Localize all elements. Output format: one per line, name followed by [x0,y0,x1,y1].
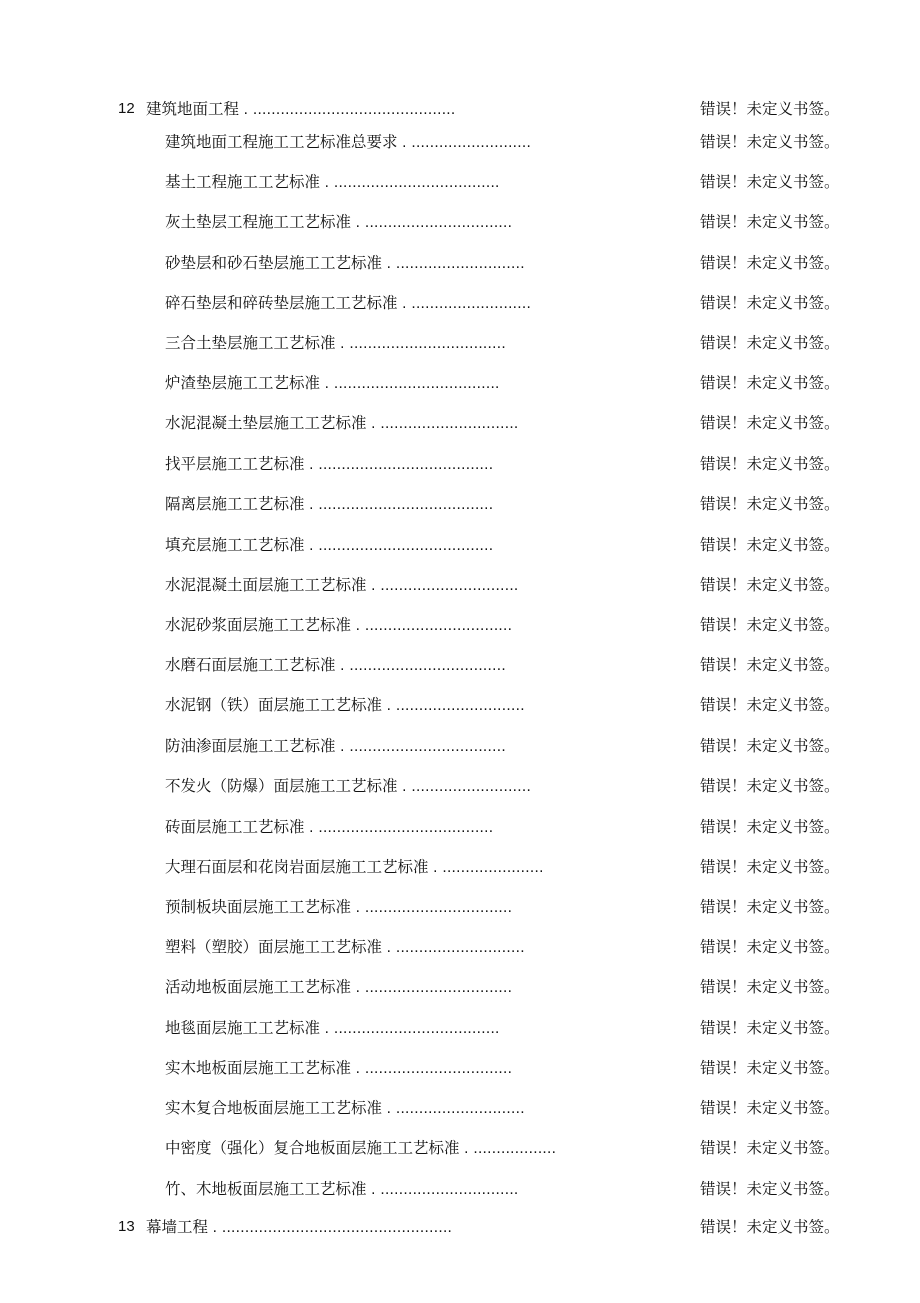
toc-entry[interactable] [0,1055,920,1081]
toc-entry-title-text: 建筑地面工程施工工艺标准总要求 [165,133,398,151]
toc-entry-page-ref: 错误！未定义书签。 [700,100,840,118]
toc-entry-title [165,733,506,760]
toc-entry[interactable] [0,491,920,517]
toc-entry-number: 13 [118,1218,135,1235]
toc-entry[interactable] [0,733,920,759]
toc-leader-dots: . ............................................ [239,101,456,118]
toc-entry[interactable] [0,1176,920,1202]
toc-entry-title-text: 活动地板面层施工工艺标准 [165,978,352,996]
toc-leader-dots: . .................................... [320,375,500,392]
toc-entry-title-text: 炉渣垫层施工工艺标准 [165,374,321,392]
toc-leader-dots: . ............................ [382,697,525,714]
toc-entry-title-text: 砂垫层和砂石垫层施工工艺标准 [165,254,383,272]
toc-entry-page-ref: 错误！未定义书签。 [700,1180,840,1198]
toc-entry-page-ref: 错误！未定义书签。 [700,1099,840,1117]
toc-entry-title-text: 隔离层施工工艺标准 [165,495,305,513]
toc-entry-page-ref: 错误！未定义书签。 [700,898,840,916]
toc-entry-page-ref: 错误！未定义书签。 [700,1218,840,1236]
toc-leader-dots: . ................................ [351,617,513,634]
toc-entry[interactable] [0,169,920,195]
toc-leader-dots: . .................. [459,1140,557,1157]
toc-entry-title [146,96,456,123]
toc-entry-page-ref: 错误！未定义书签。 [700,334,840,352]
toc-entry-page-ref: 错误！未定义书签。 [700,938,840,956]
toc-entry-page-ref: 错误！未定义书签。 [700,576,840,594]
toc-leader-dots: . .......................... [397,295,532,312]
toc-leader-dots: . ...................................... [304,537,494,554]
toc-entry-title-text: 防油渗面层施工工艺标准 [165,737,336,755]
toc-entry-title-text: 填充层施工工艺标准 [165,536,305,554]
toc-leader-dots: . .................................. [335,738,506,755]
toc-entry[interactable] [0,129,920,155]
toc-leader-dots: . .................................. [335,657,506,674]
toc-entry-page-ref: 错误！未定义书签。 [700,294,840,312]
toc-entry-title-text: 灰土垫层工程施工工艺标准 [165,213,352,231]
toc-entry-page-ref: 错误！未定义书签。 [700,254,840,272]
toc-entry-title [165,330,506,357]
toc-entry-title-text: 大理石面层和花岗岩面层施工工艺标准 [165,858,429,876]
toc-leader-dots: . .............................. [366,577,519,594]
toc-entry-title-text: 找平层施工工艺标准 [165,455,305,473]
toc-entry-title [165,410,519,437]
toc-entry[interactable] [0,692,920,718]
toc-entry[interactable] [0,572,920,598]
toc-leader-dots: . .................................... [320,174,500,191]
toc-entry-title [165,1095,525,1122]
toc-entry-page-ref: 错误！未定义书签。 [700,414,840,432]
toc-entry-title [165,814,493,841]
toc-entry-title [165,532,493,559]
toc-entry-title [165,692,525,719]
toc-entry-page-ref: 错误！未定义书签。 [700,133,840,151]
toc-entry-number: 12 [118,100,135,117]
toc-leader-dots: . .......................... [397,134,532,151]
toc-entry-title [165,129,531,156]
toc-leader-dots: . ............................ [382,1100,525,1117]
toc-entry-title [165,451,493,478]
toc-entry-title-text: 塑料（塑胶）面层施工工艺标准 [165,938,383,956]
toc-entry[interactable] [0,814,920,840]
toc-entry-title-text: 水泥钢（铁）面层施工工艺标准 [165,696,383,714]
toc-entry[interactable] [0,290,920,316]
toc-entry-title-text: 碎石垫层和碎砖垫层施工工艺标准 [165,294,398,312]
toc-entry-title [165,1015,500,1042]
toc-entry[interactable] [0,773,920,799]
toc-entry-page-ref: 错误！未定义书签。 [700,173,840,191]
toc-entry-title [165,1176,519,1203]
toc-entry[interactable] [0,250,920,276]
toc-entry-title [165,652,506,679]
toc-entry-title [165,934,525,961]
toc-leader-dots: . .................................. [335,335,506,352]
toc-entry-title-text: 中密度（强化）复合地板面层施工工艺标准 [165,1139,460,1157]
toc-entry-title-text: 水泥砂浆面层施工工艺标准 [165,616,352,634]
toc-leader-dots: . ...................................... [304,456,494,473]
toc-entry-title [146,1214,452,1241]
toc-leader-dots: . .............................. [366,415,519,432]
toc-entry[interactable] [0,330,920,356]
toc-entry-title [165,290,531,317]
toc-entry[interactable] [0,934,920,960]
toc-entry-page-ref: 错误！未定义书签。 [700,1059,840,1077]
toc-leader-dots: . ............................ [382,255,525,272]
toc-entry-chapter-13[interactable] [0,1214,920,1240]
toc-leader-dots: . ................................ [351,1060,513,1077]
toc-leader-dots: . .................................... [320,1020,500,1037]
toc-entry-page-ref: 错误！未定义书签。 [700,1019,840,1037]
toc-entry-title-text: 地毯面层施工工艺标准 [165,1019,321,1037]
toc-entry-title [165,572,519,599]
toc-entry-title-text: 水泥混凝土面层施工工艺标准 [165,576,367,594]
toc-entry-title-text: 不发火（防爆）面层施工工艺标准 [165,777,398,795]
toc-entry-page-ref: 错误！未定义书签。 [700,818,840,836]
toc-entry-title-text: 预制板块面层施工工艺标准 [165,898,352,916]
toc-entry-page-ref: 错误！未定义书签。 [700,656,840,674]
toc-entry-title-text: 三合土垫层施工工艺标准 [165,334,336,352]
toc-entry-page-ref: 错误！未定义书签。 [700,858,840,876]
toc-entry-title-text: 水泥混凝土垫层施工工艺标准 [165,414,367,432]
toc-leader-dots: . ...................... [428,859,544,876]
toc-entry-title [165,773,531,800]
toc-leader-dots: . ................................ [351,979,513,996]
toc-entry-title [165,209,512,236]
toc-entry-page-ref: 错误！未定义书签。 [700,777,840,795]
toc-entry-page-ref: 错误！未定义书签。 [700,536,840,554]
toc-entry[interactable] [0,370,920,396]
toc-entry-page-ref: 错误！未定义书签。 [700,737,840,755]
toc-entry-title-text: 基土工程施工工艺标准 [165,173,321,191]
toc-entry-title-text: 竹、木地板面层施工工艺标准 [165,1180,367,1198]
toc-entry[interactable] [0,1015,920,1041]
toc-entry-page-ref: 错误！未定义书签。 [700,213,840,231]
toc-entry[interactable] [0,974,920,1000]
toc-entry-page-ref: 错误！未定义书签。 [700,374,840,392]
toc-entry-page-ref: 错误！未定义书签。 [700,616,840,634]
toc-entry-page-ref: 错误！未定义书签。 [700,1139,840,1157]
toc-leader-dots: . ............................ [382,939,525,956]
toc-entry-chapter-12[interactable] [0,96,920,122]
toc-entry[interactable] [0,532,920,558]
toc-leader-dots: . .................................................. [208,1219,453,1236]
toc-entry[interactable] [0,1095,920,1121]
toc-entry-page-ref: 错误！未定义书签。 [700,455,840,473]
toc-entry-title-text: 水磨石面层施工工艺标准 [165,656,336,674]
toc-entry-title [165,370,500,397]
toc-entry-title [165,894,512,921]
toc-entry-title-text: 建筑地面工程 [146,100,240,118]
toc-entry-title-text: 实木地板面层施工工艺标准 [165,1059,352,1077]
toc-entry-page-ref: 错误！未定义书签。 [700,978,840,996]
toc-entry-title-text: 实木复合地板面层施工工艺标准 [165,1099,383,1117]
toc-entry[interactable] [0,1135,920,1161]
toc-entry-title [165,854,544,881]
toc-entry-title [165,612,512,639]
toc-leader-dots: . .......................... [397,778,532,795]
toc-leader-dots: . ................................ [351,214,513,231]
toc-leader-dots: . ................................ [351,899,513,916]
toc-entry-title [165,974,512,1001]
toc-entry-title [165,169,500,196]
toc-leader-dots: . ...................................... [304,819,494,836]
toc-entry-title-text: 砖面层施工工艺标准 [165,818,305,836]
toc-entry-title [165,250,525,277]
toc-entry-title [165,491,493,518]
toc-entry-page-ref: 错误！未定义书签。 [700,696,840,714]
toc-entry-title [165,1055,512,1082]
toc-entry[interactable] [0,652,920,678]
toc-entry[interactable] [0,854,920,880]
toc-entry[interactable] [0,612,920,638]
toc-entry[interactable] [0,451,920,477]
toc-entry[interactable] [0,894,920,920]
toc-entry[interactable] [0,410,920,436]
toc-leader-dots: . ...................................... [304,496,494,513]
toc-entry-title-text: 幕墙工程 [146,1218,209,1236]
toc-entry[interactable] [0,209,920,235]
toc-entry-title [165,1135,556,1162]
toc-leader-dots: . .............................. [366,1181,519,1198]
toc-entry-page-ref: 错误！未定义书签。 [700,495,840,513]
